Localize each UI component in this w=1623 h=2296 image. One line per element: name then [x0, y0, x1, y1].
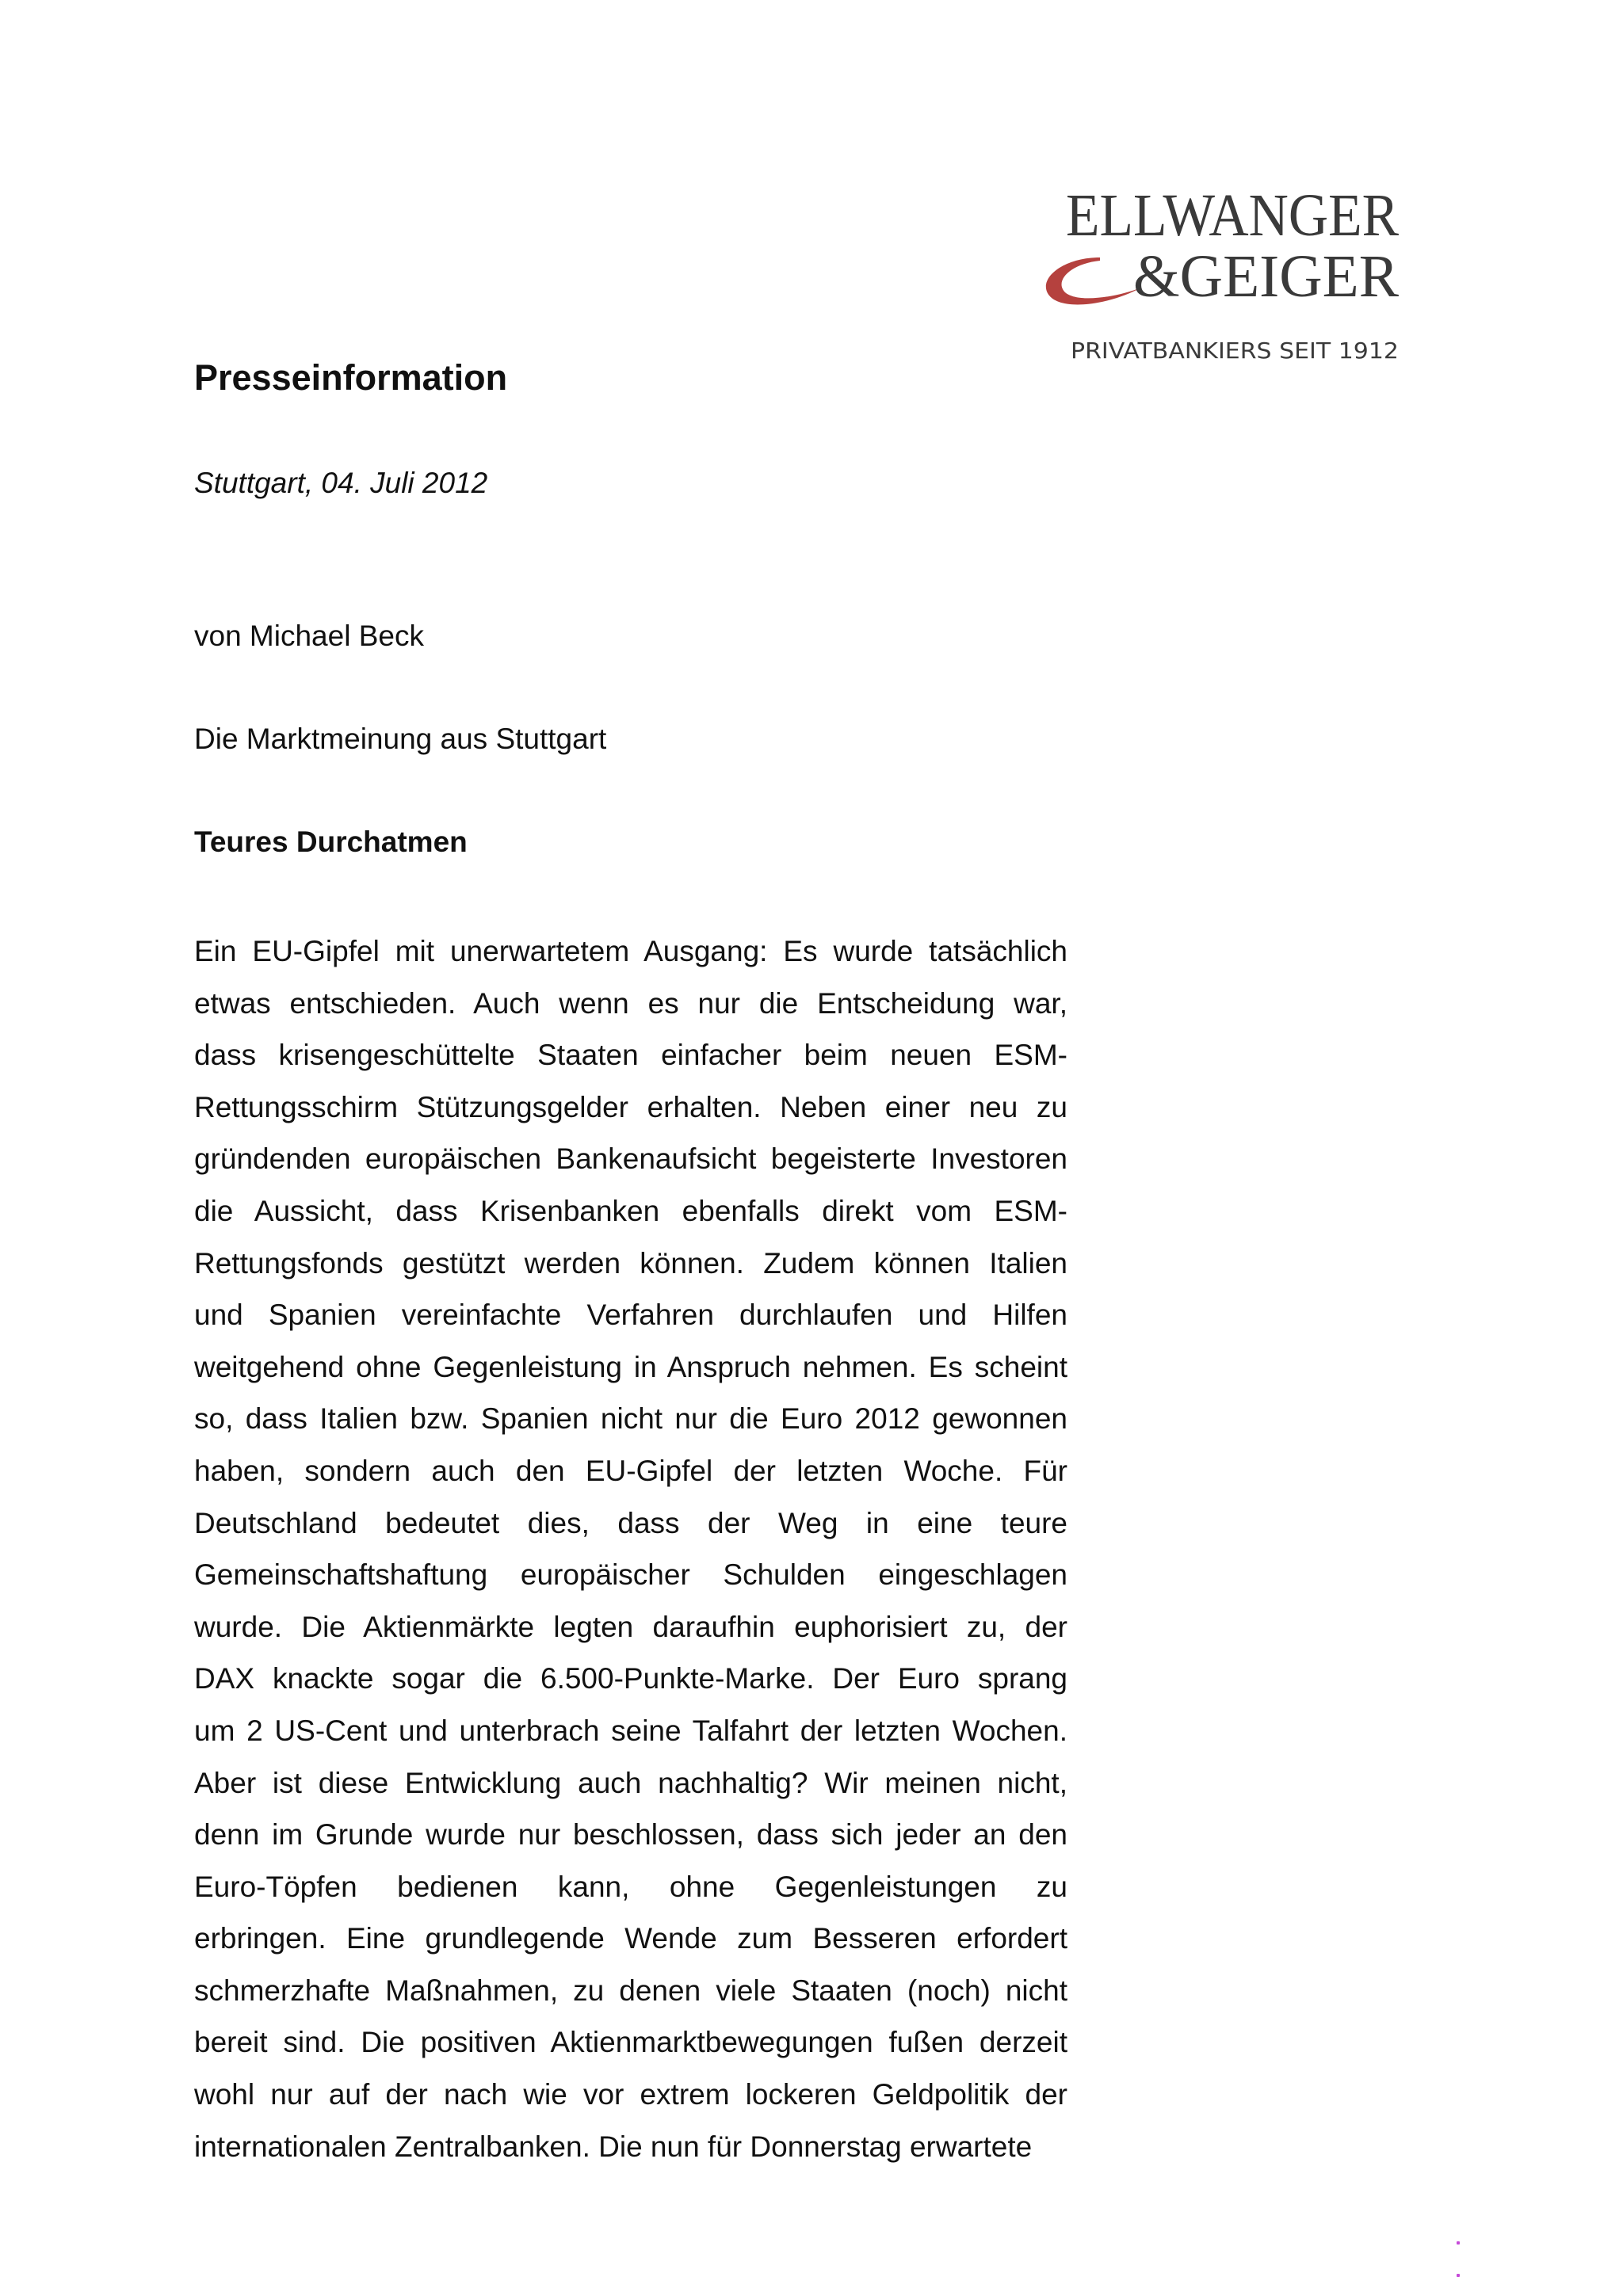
body-line: Gemeinschaftshaftung europäischer Schulden eingeschlagen — [194, 1558, 1067, 1592]
body-line: internationalen Zentralbanken. Die nun für Donnerstag erwartete — [194, 2130, 1033, 2163]
body-line: weitgehend ohne Gegenleistung in Anspruch nehmen. Es scheint — [194, 1350, 1067, 1383]
body-line: DAX knackte sogar die 6.500-Punkte-Marke. Der Euro sprang — [194, 1662, 1067, 1695]
body-line: erbringen. Eine grundlegende Wende zum Besseren erfordert — [194, 1922, 1067, 1955]
author-line: von Michael Beck — [194, 620, 424, 652]
body-line: Rettungsschirm Stützungsgelder erhalten. Neben einer neu zu — [194, 1090, 1067, 1123]
body-line: haben, sondern auch den EU-Gipfel der letzten Woche. Für — [194, 1454, 1067, 1487]
body-line: schmerzhafte Maßnahmen, zu denen viele Staaten (noch) nicht — [194, 1974, 1067, 2007]
body-line: bereit sind. Die positiven Aktienmarktbewegungen fußen derzeit — [194, 2026, 1067, 2059]
logo-swoosh-icon — [1046, 257, 1141, 304]
company-logo — [1030, 178, 1403, 372]
body-line: so, dass Italien bzw. Spanien nicht nur die Euro 2012 gewonnen — [194, 1402, 1067, 1436]
margin-mark — [1457, 2241, 1460, 2245]
body-line: Rettungsfonds gestützt werden können. Zudem können Italien — [194, 1246, 1067, 1280]
body-line: wurde. Die Aktienmärkte legten daraufhin euphorisiert zu, der — [194, 1610, 1067, 1643]
body-line: Aber ist diese Entwicklung auch nachhaltig? Wir meinen nicht, — [194, 1766, 1067, 1799]
body-line: Euro-Töpfen bedienen kann, ohne Gegenleistungen zu — [194, 1870, 1067, 1903]
article-title: Teures Durchatmen — [194, 826, 468, 858]
margin-mark — [1457, 2274, 1460, 2277]
logo-line-2: &GEIGER — [1133, 243, 1400, 310]
body-line: um 2 US-Cent und unterbrach seine Talfahrt der letzten Wochen. — [194, 1714, 1067, 1747]
logo-graphic — [1030, 178, 1403, 372]
logo-tagline: PRIVATBANKIERS SEIT 1912 — [1071, 338, 1399, 364]
column-subtitle: Die Marktmeinung aus Stuttgart — [194, 723, 607, 755]
body-line: wohl nur auf der nach wie vor extrem lockeren Geldpolitik der — [194, 2078, 1067, 2111]
logo-line-1: ELLWANGER — [1066, 182, 1400, 249]
article-body — [194, 925, 1067, 2172]
body-line: Deutschland bedeutet dies, dass der Weg in eine teure — [194, 1506, 1067, 1539]
body-line: denn im Grunde wurde nur beschlossen, dass sich jeder an den — [194, 1818, 1067, 1852]
press-date: Stuttgart, 04. Juli 2012 — [194, 467, 488, 499]
body-line: etwas entschieden. Auch wenn es nur die Entscheidung war, — [194, 986, 1067, 1020]
body-line: Ein EU-Gipfel mit unerwartetem Ausgang: Es wurde tatsächlich — [194, 935, 1067, 967]
page-title: Presseinformation — [194, 357, 508, 398]
body-line: gründenden europäischen Bankenaufsicht begeisterte Investoren — [194, 1142, 1067, 1176]
body-line: und Spanien vereinfachte Verfahren durchlaufen und Hilfen — [194, 1299, 1067, 1332]
body-line: die Aussicht, dass Krisenbanken ebenfalls direkt vom ESM- — [194, 1194, 1067, 1227]
body-line: dass krisengeschüttelte Staaten einfacher beim neuen ESM- — [194, 1039, 1067, 1072]
